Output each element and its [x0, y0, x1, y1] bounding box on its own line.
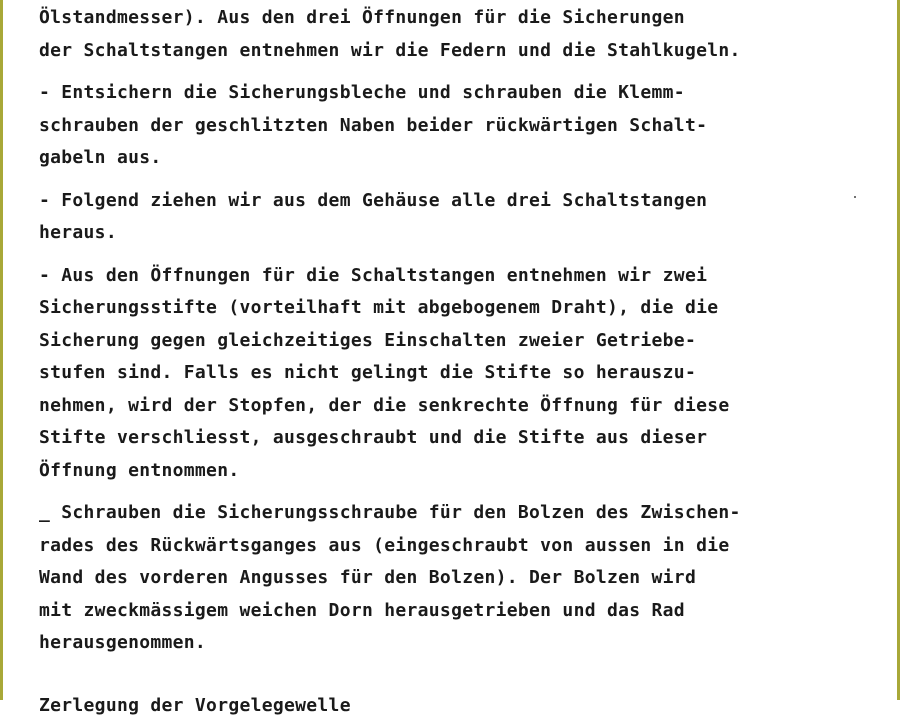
paragraph-reverse-gear: [39, 497, 879, 660]
text-line: herausgenommen.: [39, 627, 879, 660]
paragraph-shift-rods: [39, 185, 879, 250]
paragraph-oil-gauge: [39, 2, 879, 67]
text-line: gabeln aus.: [39, 142, 879, 175]
text-line: Sicherung gegen gleichzeitiges Einschalten zweier Getriebe-: [39, 325, 879, 358]
text-line: stufen sind. Falls es nicht gelingt die Stifte so herauszu-: [39, 357, 879, 390]
text-line: - Entsichern die Sicherungsbleche und schrauben die Klemm-: [39, 77, 879, 110]
paragraph-locking-pins: [39, 260, 879, 488]
text-line: Öffnung entnommen.: [39, 455, 879, 488]
paragraph-locking-plates: [39, 77, 879, 175]
text-line: schrauben der geschlitzten Naben beider rückwärtigen Schalt-: [39, 110, 879, 143]
text-line: nehmen, wird der Stopfen, der die senkrechte Öffnung für diese: [39, 390, 879, 423]
document-text-body: [39, 2, 879, 722]
text-line: der Schaltstangen entnehmen wir die Federn und die Stahlkugeln.: [39, 35, 879, 68]
text-line: Wand des vorderen Angusses für den Bolzen). Der Bolzen wird: [39, 562, 879, 595]
text-line: - Aus den Öffnungen für die Schaltstangen entnehmen wir zwei: [39, 260, 879, 293]
text-line: rades des Rückwärtsganges aus (eingeschraubt von aussen in die: [39, 530, 879, 563]
section-heading: Zerlegung der Vorgelegewelle: [39, 690, 879, 722]
text-line: heraus.: [39, 217, 879, 250]
text-line: mit zweckmässigem weichen Dorn herausgetrieben und das Rad: [39, 595, 879, 628]
scan-speck: [854, 196, 856, 198]
text-line: Stifte verschliesst, ausgeschraubt und die Stifte aus dieser: [39, 422, 879, 455]
text-line: _ Schrauben die Sicherungsschraube für den Bolzen des Zwischen-: [39, 497, 879, 530]
text-line: Sicherungsstifte (vorteilhaft mit abgebogenem Draht), die die: [39, 292, 879, 325]
text-line: Ölstandmesser). Aus den drei Öffnungen für die Sicherungen: [39, 2, 879, 35]
text-line: - Folgend ziehen wir aus dem Gehäuse alle drei Schaltstangen: [39, 185, 879, 218]
